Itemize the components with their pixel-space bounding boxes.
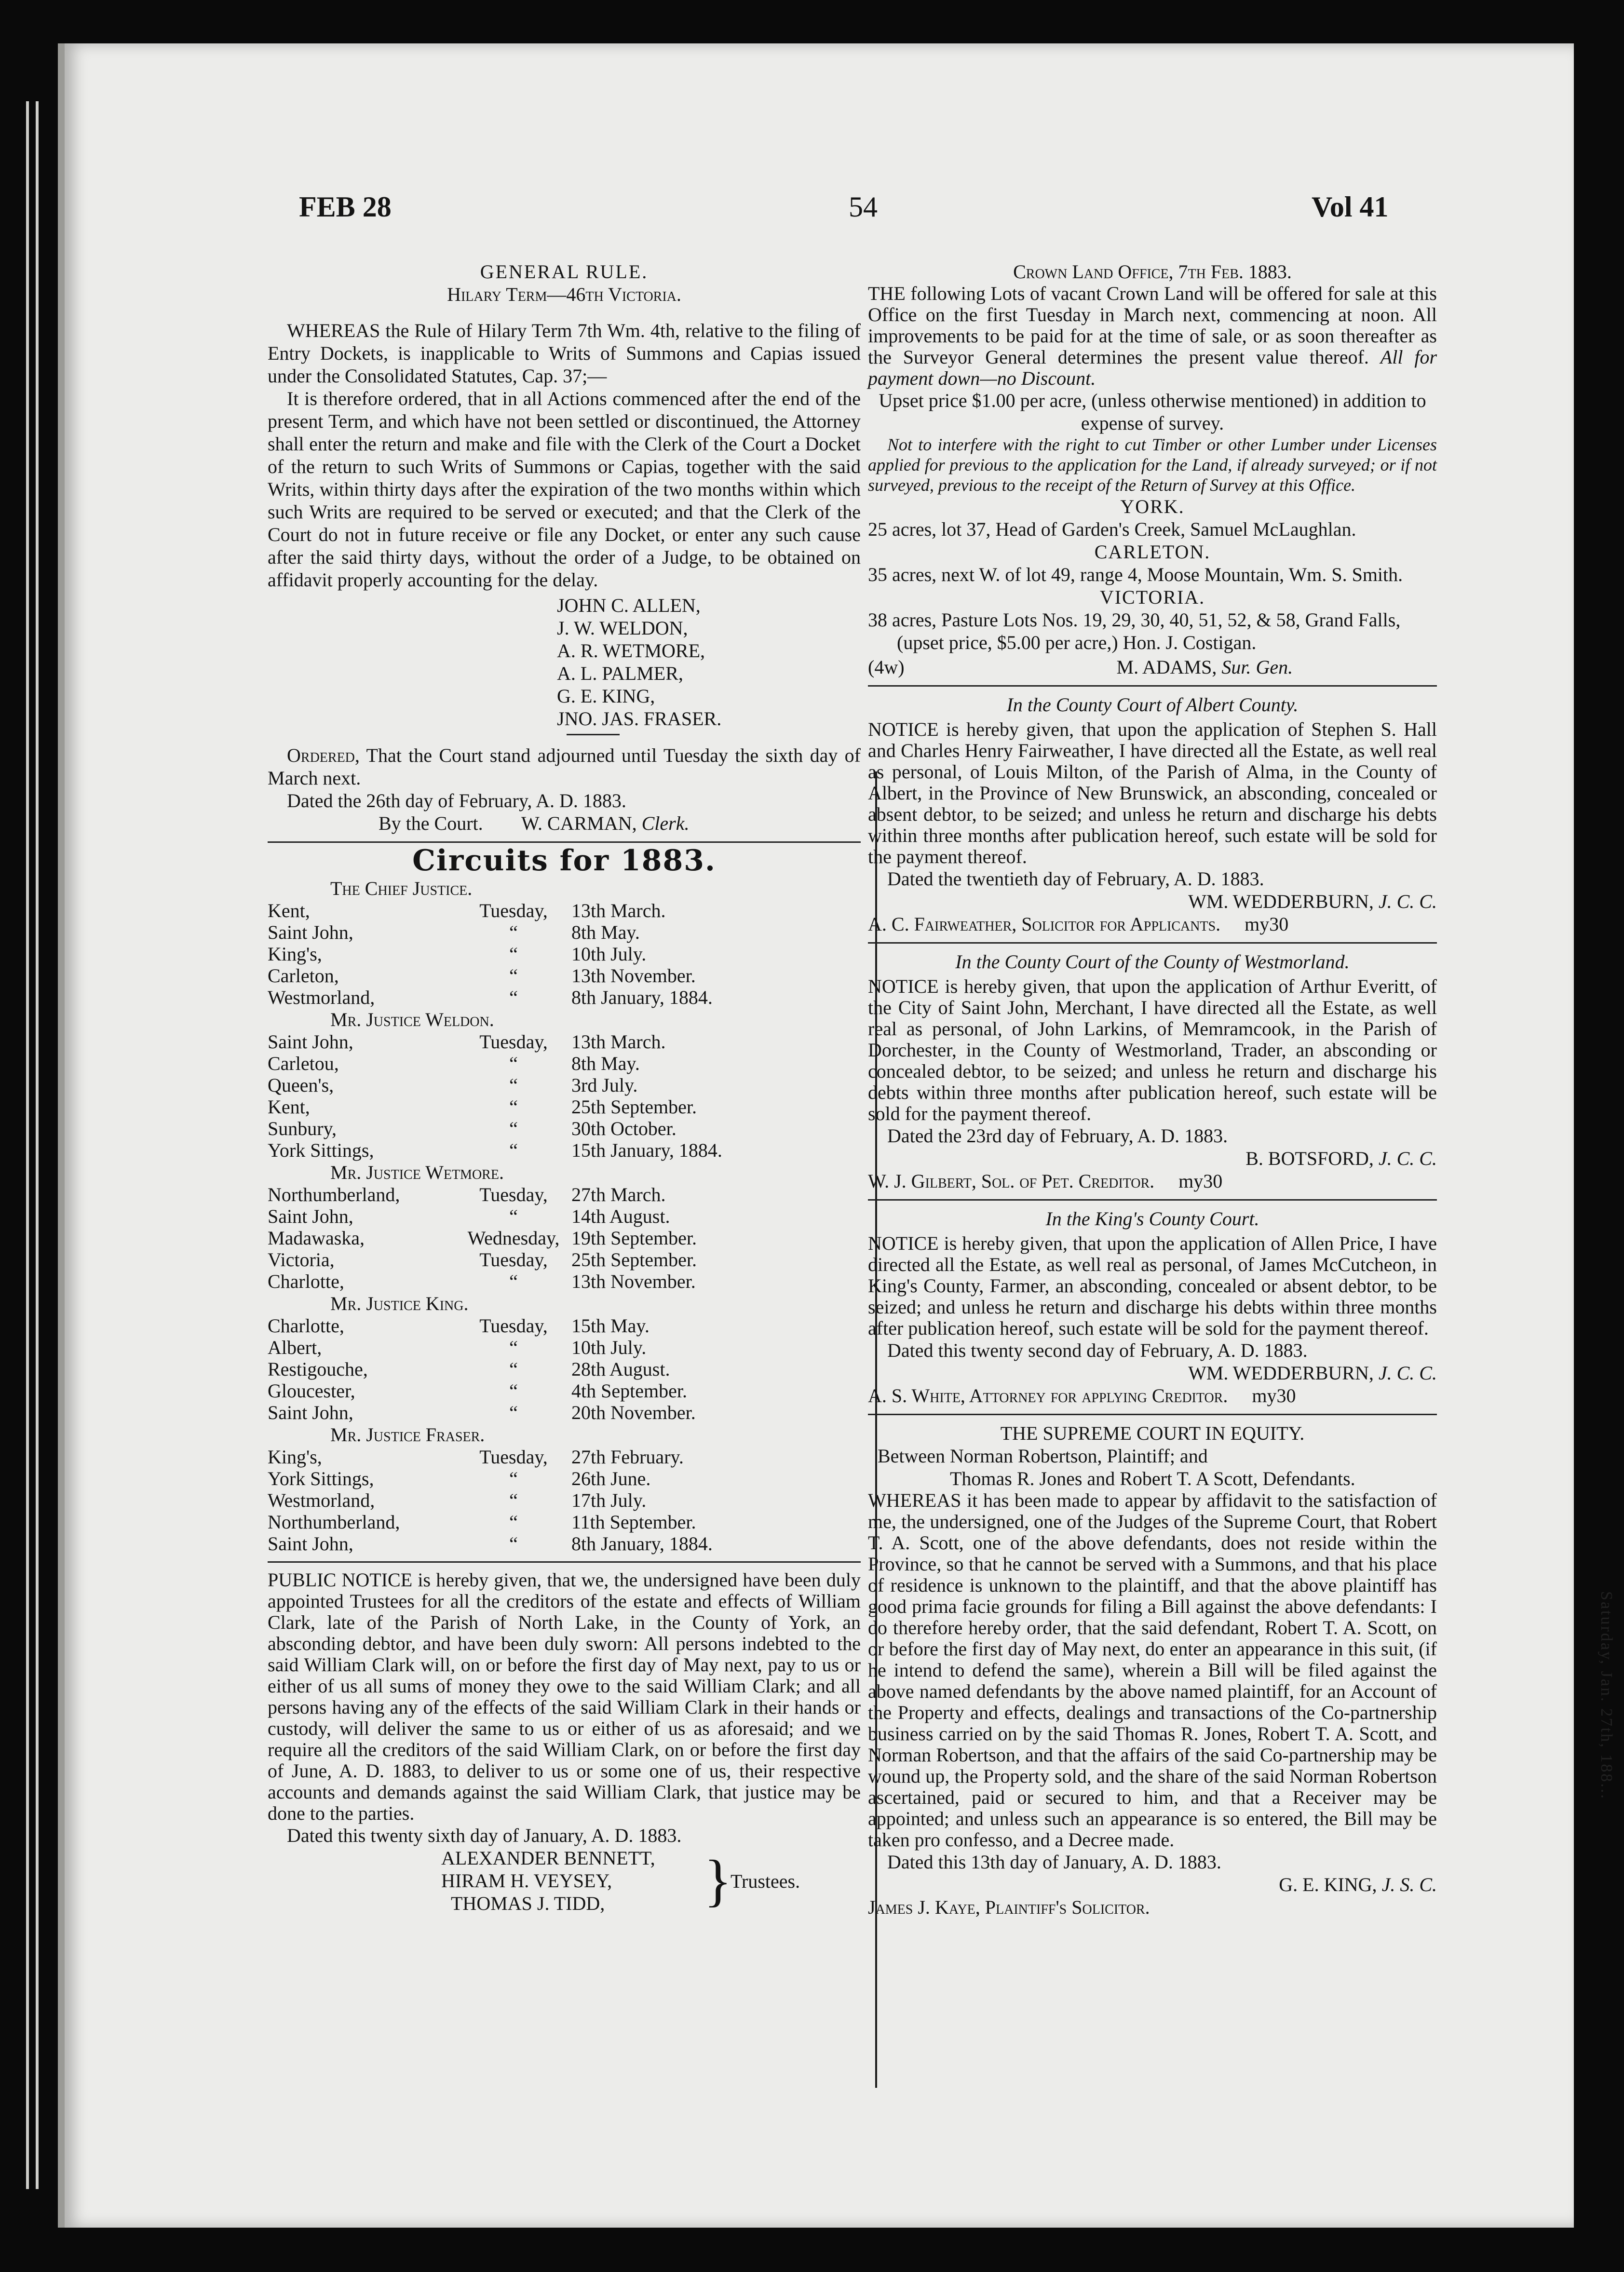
circuits — [268, 844, 861, 1555]
circuit-row — [268, 1031, 837, 1053]
circuit-date: 26th June. — [571, 1468, 651, 1489]
ordered-text: That the Court stand adjourned until Tuesday the sixth day of March next. — [268, 744, 861, 789]
kings-solicitor-line — [868, 1384, 1437, 1407]
circuit-place: King's, — [268, 1446, 322, 1468]
general-rule — [268, 260, 861, 835]
equity-text: WHEREAS it has been made to appear by affidavit to the satisfaction of me, the undersigned, one of the Judges of the Supreme Court, that Robert T. A. Scott, one of the above defendants, does not reside within the Province, so that he cannot be served with a Summons, and that his place of residence is unknown to the plaintiff, and that the above plaintiff has good prima facie grounds for filing a Bill against the above defendants: I do therefore hereby order, that the said defendant, Robert T. A. Scott, on or before the first day of May next, do enter an appearance in this suit, (if he intend to defend the same), wherein a Bill will be filed against the above named defendants by the above named plaintiff, for an Account of the Property and effects, dealings and transactions of the Co-partnership business carried on by the said Thomas R. Jones, Robert T. A. Scott, and Norman Robertson, and that the affairs of the said Co-partnership may be wound up, the Property sold, and the share of the said Norman Robertson ascertained, paid or secured to him, and that a Receiver may be appointed; and unless such an appearance is so entered, the Bill may be taken pro confesso, and a Decree made. — [868, 1489, 1437, 1851]
ordered-paragraph — [268, 744, 861, 789]
signatory: JOHN C. ALLEN, — [557, 595, 701, 616]
westmorland-solicitor-line — [868, 1170, 1437, 1192]
circuit-day: Tuesday, — [479, 900, 548, 921]
header-page-number: 54 — [849, 191, 878, 223]
albert-judge-title: J. C. C. — [1378, 891, 1437, 912]
section-rule — [868, 685, 1437, 687]
crown-land-intro-paragraph — [868, 283, 1437, 389]
circuit-table — [268, 1184, 837, 1292]
circuit-place: Charlotte, — [268, 1271, 344, 1292]
circuit-row — [268, 1380, 837, 1402]
circuit-day: “ — [509, 1271, 518, 1292]
circuit-place: Saint John, — [268, 1533, 353, 1555]
circuit-row — [268, 1139, 837, 1161]
circuit-date: 10th July. — [571, 943, 647, 965]
circuit-place: Charlotte, — [268, 1315, 344, 1337]
circuit-row — [268, 1118, 837, 1139]
circuit-day: “ — [509, 965, 518, 987]
circuit-table — [268, 900, 837, 1008]
westmorland-judge-line — [868, 1147, 1437, 1170]
circuit-day: Tuesday, — [479, 1446, 548, 1468]
circuit-date: 25th September. — [571, 1249, 697, 1271]
public-notice-dated: Dated this twenty sixth day of January, A. D. 1883. — [287, 1825, 682, 1846]
trustee-name: HIRAM H. VEYSEY, — [441, 1870, 612, 1892]
section-rule — [868, 942, 1437, 944]
crown-land-header: Crown Land Office, 7th Feb. 1883. — [1013, 261, 1292, 283]
signatory: J. W. WELDON, — [557, 617, 688, 639]
equity-heading: THE SUPREME COURT IN EQUITY. — [1000, 1422, 1305, 1444]
circuit-table — [268, 1315, 837, 1423]
circuit-day: “ — [509, 987, 518, 1008]
albert-code: my30 — [1245, 913, 1289, 935]
circuit-judge: Mr. Justice Weldon. — [330, 1009, 494, 1030]
circuit-place: York Sittings, — [268, 1468, 374, 1489]
section-rule — [868, 1414, 1437, 1415]
timber-note: Not to interfere with the right to cut Timber or other Lumber under Licenses applied for previous to the application for the Land, if already surveyed; or if not surveyed, previous to the receipt of the Return of Survey at this Office. — [868, 435, 1437, 495]
trustees-label: Trustees. — [731, 1870, 800, 1892]
circuit-row — [268, 1533, 837, 1555]
general-rule-title: GENERAL RULE. — [480, 261, 649, 283]
circuit-date: 15th May. — [571, 1315, 650, 1337]
circuit-row — [268, 1402, 837, 1423]
page-stack-edge — [36, 101, 39, 2189]
kings-judge-title: J. C. C. — [1378, 1362, 1437, 1384]
circuit-date: 13th March. — [571, 1031, 666, 1053]
circuit-row — [268, 1511, 837, 1533]
header-date: FEB 28 — [299, 191, 392, 223]
circuit-date: 19th September. — [571, 1227, 697, 1249]
circuit-place: Northumberland, — [268, 1184, 400, 1205]
signer-title: Sur. Gen. — [1221, 656, 1293, 678]
circuit-date: 4th September. — [571, 1380, 687, 1402]
circuit-row — [268, 965, 837, 987]
circuit-day: “ — [509, 1511, 518, 1533]
circuit-row — [268, 1249, 837, 1271]
circuit-row — [268, 1446, 837, 1468]
public-notice-text: PUBLIC NOTICE is hereby given, that we, the undersigned have been duly appointed Trustees for all the creditors of the estate and effects of William Clark, late of the Parish of North Lake, in the County of York, an absconding debtor, and have been duly sworn: All persons indebted to the said William Clark will, on or before the first day of May next, pay to us or either of us all sums of money they owe to the said William Clark; and all persons having any of the effects of the said William Clark in their hands or custody, will deliver the same to us or either of us as aforesaid; and we require all the creditors of the said William Clark, on or before the first day of June, A. D. 1883, to deliver to us or some one of us, their respective accounts and demands against the said William Clark, that justice may be done to the parties. — [268, 1569, 861, 1824]
header-volume: Vol 41 — [1312, 191, 1389, 223]
westmorland-judge: B. BOTSFORD, — [1245, 1148, 1374, 1169]
circuit-day: Tuesday, — [479, 1315, 548, 1337]
circuit-day: “ — [509, 1533, 518, 1555]
circuit-place: Victoria, — [268, 1249, 335, 1271]
kings-text: NOTICE is hereby given, that upon the application of Allen Price, I have directed all the Estate, as well real as personal, of James McCutcheon, in King's County, Farmer, an absconding, concealed or absent debtor, to be seized; and unless he return and discharge his debts within three months after publication hereof, such estate will be sold for the payment thereof. — [868, 1232, 1437, 1339]
signatory: G. E. KING, — [557, 685, 655, 707]
crown-land-payment: All for payment down—no Discount. — [868, 346, 1437, 389]
circuit-day: “ — [509, 1053, 518, 1074]
equity-judge-title: J. S. C. — [1381, 1874, 1437, 1895]
circuit-day: Tuesday, — [479, 1031, 548, 1053]
equity-notice — [868, 1422, 1437, 1919]
trustee-name: ALEXANDER BENNETT, — [441, 1847, 655, 1869]
circuit-place: Carleton, — [268, 965, 339, 987]
circuit-day: Wednesday, — [467, 1227, 560, 1249]
circuit-row — [268, 1315, 837, 1337]
land-lot: 25 acres, lot 37, Head of Garden's Creek, Samuel McLaughlan. — [868, 518, 1356, 540]
land-county: VICTORIA. — [1099, 586, 1205, 608]
signatory: A. R. WETMORE, — [557, 640, 705, 662]
circuit-date: 13th March. — [571, 900, 666, 921]
brace-glyph: } — [704, 1848, 732, 1912]
circuit-day: Tuesday, — [479, 1249, 548, 1271]
circuit-table — [268, 1031, 837, 1161]
equity-solicitor: James J. Kaye, Plaintiff's Solicitor. — [868, 1896, 1150, 1918]
land-county: YORK. — [1120, 496, 1185, 517]
circuit-row — [268, 921, 837, 943]
crown-land-notice — [868, 260, 1437, 678]
equity-judge-line — [868, 1873, 1437, 1896]
circuit-day: Tuesday, — [479, 1184, 548, 1205]
circuit-date: 15th January, 1884. — [571, 1139, 722, 1161]
circuit-row — [268, 943, 837, 965]
circuit-day: “ — [509, 1402, 518, 1423]
circuit-day: “ — [509, 1139, 518, 1161]
circuit-day: “ — [509, 1096, 518, 1118]
albert-solicitor: A. C. Fairweather, Solicitor for Applicants. — [868, 913, 1221, 935]
kings-solicitor: A. S. White, Attorney for applying Creditor. — [868, 1385, 1228, 1406]
kings-code: my30 — [1252, 1385, 1296, 1406]
circuit-place: Madawaska, — [268, 1227, 365, 1249]
circuit-date: 13th November. — [571, 965, 696, 987]
circuit-place: Saint John, — [268, 1402, 353, 1423]
left-column — [268, 260, 861, 1915]
circuit-place: Queen's, — [268, 1074, 334, 1096]
circuit-day: “ — [509, 1358, 518, 1380]
insertion-code: (4w) — [868, 656, 905, 678]
circuit-place: Restigouche, — [268, 1358, 368, 1380]
circuit-place: Albert, — [268, 1337, 322, 1358]
circuit-judge: The Chief Justice. — [330, 878, 473, 899]
kings-judge-line — [868, 1362, 1437, 1384]
circuits-title: Circuits for 1883. — [412, 844, 716, 878]
circuit-row — [268, 1205, 837, 1227]
trustee-name: THOMAS J. TIDD, — [451, 1893, 605, 1914]
circuit-date: 27th February. — [571, 1446, 684, 1468]
crown-land-intro: THE following Lots of vacant Crown Land will be offered for sale at this Office on the first Tuesday in March next, commencing at noon. All improvements to be paid for at the time of sale, or as soon thereafter as the Surveyor General determines the present value thereof. — [868, 283, 1437, 368]
albert-text: NOTICE is hereby given, that upon the application of Stephen S. Hall and Charles Henry Fairweather, I have directed all the Estate, as well real as personal, of Louis Milton, of the Parish of Alma, in the County of Albert, in the Province of New Brunswick, an absconding, concealed or absent debtor, to be seized; and unless he return and discharge his debts within three months after publication hereof, such estate will be sold for the payment thereof. — [868, 718, 1437, 867]
circuit-row — [268, 1074, 837, 1096]
trustee-block — [268, 1847, 861, 1915]
kings-judge: WM. WEDDERBURN, — [1188, 1362, 1374, 1384]
circuit-date: 3rd July. — [571, 1074, 638, 1096]
circuit-place: Kent, — [268, 1096, 310, 1118]
circuit-date: 27th March. — [571, 1184, 666, 1205]
westmorland-court-notice — [868, 950, 1437, 1192]
circuit-judge: Mr. Justice Wetmore. — [330, 1162, 504, 1183]
circuit-place: Kent, — [268, 900, 310, 921]
circuit-row — [268, 1096, 837, 1118]
circuit-date: 13th November. — [571, 1271, 696, 1292]
circuit-day: “ — [509, 1489, 518, 1511]
public-notice — [268, 1569, 861, 1915]
section-rule — [268, 1561, 861, 1563]
general-rule-paragraph: It is therefore ordered, that in all Actions commenced after the end of the present Term, and which have not been settled or discontinued, the Attorney shall enter the return and make and file with the Clerk of the Court a Docket of the return to such Writs of Summons or Capias, together with the said Writs, within thirty days after the expiration of the two months within which such Writs are required to be served or executed; and that the Clerk of the Court do not in future receive or file any Docket, or enter any such cause after the said thirty days, without the order of a Judge, to be obtained on affidavit properly accounting for the delay. — [268, 388, 861, 591]
circuit-place: Carletou, — [268, 1053, 339, 1074]
clerk-title: Clerk. — [641, 812, 690, 834]
kings-dated: Dated this twenty second day of February, A. D. 1883. — [887, 1339, 1308, 1361]
circuit-row — [268, 900, 837, 921]
equity-between: Between Norman Robertson, Plaintiff; and — [878, 1445, 1208, 1467]
circuit-day: “ — [509, 921, 518, 943]
circuit-judge: Mr. Justice King. — [330, 1293, 469, 1314]
upset-price: Upset price $1.00 per acre, (unless otherwise mentioned) in addition to expense of survey. — [879, 390, 1426, 434]
circuit-row — [268, 987, 837, 1008]
equity-between: Thomas R. Jones and Robert T. A Scott, Defendants. — [950, 1468, 1355, 1489]
circuit-day: “ — [509, 1337, 518, 1358]
circuit-date: 25th September. — [571, 1096, 697, 1118]
equity-dated: Dated this 13th day of January, A. D. 1883. — [887, 1851, 1221, 1873]
circuit-day: “ — [509, 1074, 518, 1096]
circuit-day: “ — [509, 943, 518, 965]
circuit-date: 17th July. — [571, 1489, 647, 1511]
circuit-day: “ — [509, 1468, 518, 1489]
general-rule-subtitle: Hilary Term—46th Victoria. — [447, 284, 681, 305]
crown-land-signature — [868, 656, 1437, 678]
circuit-row — [268, 1468, 837, 1489]
westmorland-heading: In the County Court of the County of Westmorland. — [955, 951, 1350, 973]
circuit-row — [268, 1337, 837, 1358]
albert-dated: Dated the twentieth day of February, A. D. 1883. — [887, 868, 1264, 890]
circuit-day: “ — [509, 1205, 518, 1227]
westmorland-dated: Dated the 23rd day of February, A. D. 1883. — [887, 1125, 1228, 1147]
westmorland-text: NOTICE is hereby given, that upon the application of Arthur Everitt, of the City of Saint John, Merchant, I have directed all the Estate, as well real as personal, of John Larkins, of Memramcook, in the Parish of Dorchester, in the County of Westmorland, Trader, an absconding or concealed debtor, to be seized; and unless he return and discharge his debts within three months after publication hereof, such estate will be sold for the payment thereof. — [868, 975, 1437, 1124]
circuit-place: Saint John, — [268, 1031, 353, 1053]
circuit-row — [268, 1489, 837, 1511]
circuit-date: 14th August. — [571, 1205, 670, 1227]
land-county: CARLETON. — [1094, 541, 1211, 563]
albert-court-notice — [868, 693, 1437, 935]
circuit-place: York Sittings, — [268, 1139, 374, 1161]
signer-name: M. ADAMS, — [1116, 656, 1217, 678]
circuit-date: 8th January, 1884. — [571, 987, 713, 1008]
albert-judge-line — [868, 890, 1437, 913]
signatory: JNO. JAS. FRASER. — [557, 708, 722, 730]
circuit-date: 30th October. — [571, 1118, 677, 1139]
circuit-row — [268, 1227, 837, 1249]
land-sections — [868, 495, 1437, 654]
short-rule — [567, 734, 620, 735]
land-lot: 35 acres, next W. of lot 49, range 4, Moose Mountain, Wm. S. Smith. — [868, 564, 1403, 585]
circuit-row — [268, 1184, 837, 1205]
circuit-day: “ — [509, 1118, 518, 1139]
section-rule — [268, 841, 861, 843]
circuit-place: King's, — [268, 943, 322, 965]
westmorland-code: my30 — [1178, 1170, 1223, 1192]
section-rule — [868, 1199, 1437, 1201]
circuit-place: Northumberland, — [268, 1511, 400, 1533]
equity-judge: G. E. KING, — [1279, 1874, 1377, 1895]
albert-heading: In the County Court of Albert County. — [1006, 694, 1299, 716]
circuit-place: Gloucester, — [268, 1380, 355, 1402]
kings-court-notice — [868, 1207, 1437, 1407]
page-stack-edge — [26, 101, 29, 2189]
circuit-row — [268, 1271, 837, 1292]
circuit-place: Saint John, — [268, 1205, 353, 1227]
ordered-label: Ordered, — [287, 744, 360, 766]
circuit-date: 8th May. — [571, 921, 640, 943]
clerk-name: W. CARMAN, — [521, 812, 637, 834]
kings-heading: In the King's County Court. — [1045, 1208, 1259, 1230]
circuit-date: 28th August. — [571, 1358, 670, 1380]
by-court-line — [268, 812, 861, 835]
circuit-day: “ — [509, 1380, 518, 1402]
circuit-date: 11th September. — [571, 1511, 696, 1533]
adjacent-page-edge-text: Saturday, Jan. 27th, 188... — [1597, 1591, 1615, 1800]
circuit-place: Sunbury, — [268, 1118, 337, 1139]
circuit-list — [268, 877, 861, 1555]
circuit-place: Westmorland, — [268, 1489, 375, 1511]
land-lot: 38 acres, Pasture Lots Nos. 19, 29, 30, 40, 51, 52, & 58, Grand Falls, (upset price, $5.00 per acre,) Hon. J. Costigan. — [868, 609, 1401, 653]
albert-judge: WM. WEDDERBURN, — [1188, 891, 1374, 912]
circuit-row — [268, 1358, 837, 1380]
circuit-judge: Mr. Justice Fraser. — [330, 1424, 485, 1446]
by-court: By the Court. — [379, 812, 483, 834]
westmorland-solicitor: W. J. Gilbert, Sol. of Pet. Creditor. — [868, 1170, 1155, 1192]
circuit-place: Westmorland, — [268, 987, 375, 1008]
circuit-row — [268, 1053, 837, 1074]
albert-solicitor-line — [868, 913, 1437, 935]
right-column — [868, 260, 1437, 1919]
circuit-date: 20th November. — [571, 1402, 696, 1423]
circuit-date: 8th May. — [571, 1053, 640, 1074]
westmorland-judge-title: J. C. C. — [1378, 1148, 1437, 1169]
signatory: A. L. PALMER, — [557, 663, 683, 684]
general-rule-paragraph: WHEREAS the Rule of Hilary Term 7th Wm. 4th, relative to the filing of Entry Dockets, is inapplicable to Writs of Summons and Capias issued under the Consolidated Statutes, Cap. 37;— — [268, 320, 861, 387]
circuit-date: 10th July. — [571, 1337, 647, 1358]
signatory-list — [268, 594, 861, 730]
circuit-table — [268, 1446, 837, 1555]
circuit-place: Saint John, — [268, 921, 353, 943]
circuit-date: 8th January, 1884. — [571, 1533, 713, 1555]
general-rule-dated: Dated the 26th day of February, A. D. 1883. — [287, 790, 626, 811]
